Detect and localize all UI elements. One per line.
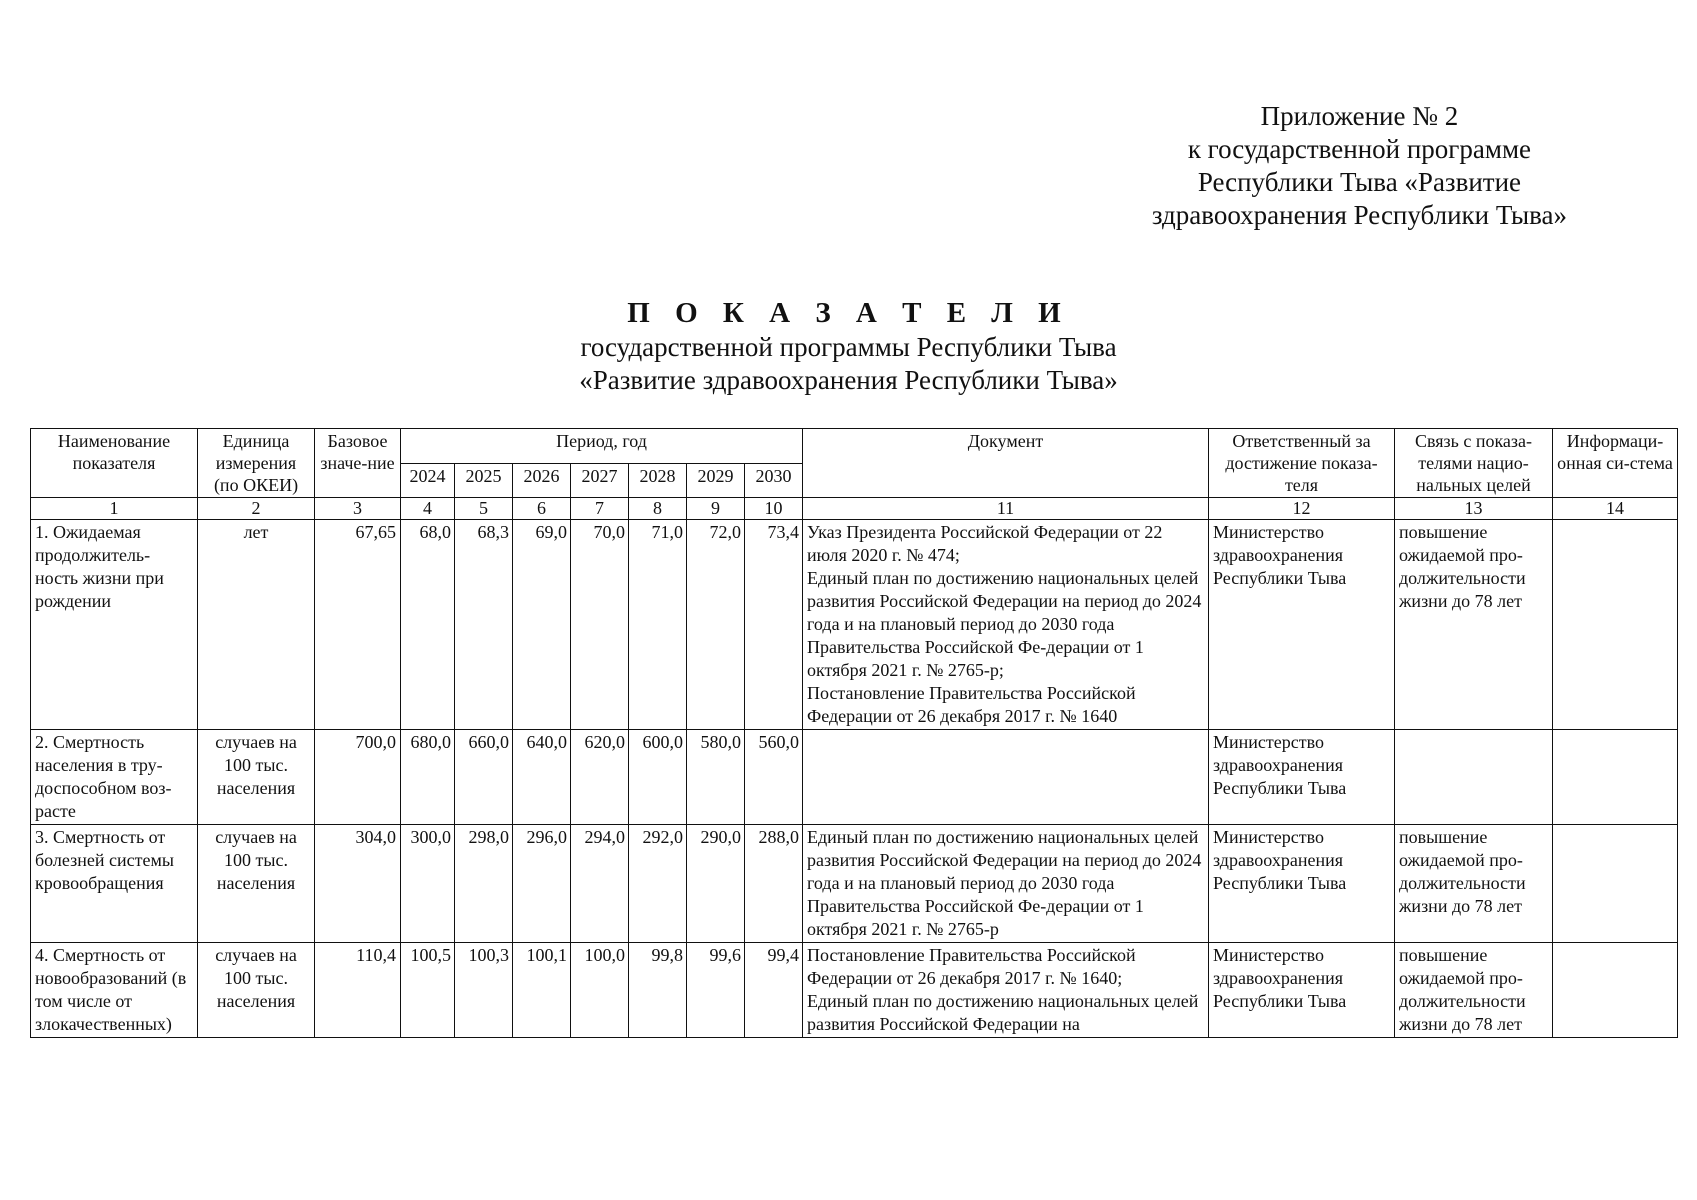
indicators-table xyxy=(30,428,1678,1038)
indicator-info-system xyxy=(1553,520,1678,730)
column-number: 14 xyxy=(1553,498,1678,520)
appendix-line: Приложение № 2 xyxy=(1260,101,1459,131)
indicator-year-value: 288,0 xyxy=(745,825,803,943)
indicator-year-value: 298,0 xyxy=(455,825,513,943)
indicator-document xyxy=(803,730,1209,825)
column-number: 4 xyxy=(401,498,455,520)
indicator-year-value: 580,0 xyxy=(687,730,745,825)
indicator-year-value: 292,0 xyxy=(629,825,687,943)
indicator-responsible: Министерство здравоохранения Республики Тыва xyxy=(1209,943,1395,1038)
indicator-row xyxy=(31,825,1678,943)
appendix-line: Республики Тыва «Развитие xyxy=(1197,167,1522,197)
header-base: Базовое значе-ние xyxy=(315,429,401,498)
header-link: Связь с показа-телями нацио-нальных целей xyxy=(1395,429,1553,498)
indicator-national-goal-link: повышение ожидаемой про-должительности жизни до 78 лет xyxy=(1395,520,1553,730)
indicator-responsible: Министерство здравоохранения Республики Тыва xyxy=(1209,520,1395,730)
indicator-info-system xyxy=(1553,825,1678,943)
column-number: 11 xyxy=(803,498,1209,520)
header-year: 2030 xyxy=(745,463,803,498)
indicator-year-value: 290,0 xyxy=(687,825,745,943)
indicator-base-value: 700,0 xyxy=(315,730,401,825)
column-numbers-row xyxy=(31,498,1678,520)
header-document: Документ xyxy=(803,429,1209,498)
column-number: 10 xyxy=(745,498,803,520)
indicator-base-value: 304,0 xyxy=(315,825,401,943)
indicator-row xyxy=(31,520,1678,730)
indicator-year-value: 600,0 xyxy=(629,730,687,825)
indicator-year-value: 69,0 xyxy=(513,520,571,730)
title-line: «Развитие здравоохранения Республики Тыва» xyxy=(579,365,1118,395)
document-title xyxy=(0,295,1697,397)
indicator-year-value: 71,0 xyxy=(629,520,687,730)
indicator-national-goal-link: повышение ожидаемой про-должительности жизни до 78 лет xyxy=(1395,943,1553,1038)
indicator-document: Единый план по достижению национальных целей развития Российской Федерации на период до 2024 года и на плановый период до 2030 года Правительства Российской Фе-дерации от 1 октября 2021 г. № 2765-р xyxy=(803,825,1209,943)
indicator-year-value: 100,1 xyxy=(513,943,571,1038)
title-line: государственной программы Республики Тыва xyxy=(580,332,1117,362)
indicator-year-value: 640,0 xyxy=(513,730,571,825)
header-year: 2029 xyxy=(687,463,745,498)
column-number: 12 xyxy=(1209,498,1395,520)
column-number: 8 xyxy=(629,498,687,520)
column-number: 3 xyxy=(315,498,401,520)
indicator-year-value: 99,6 xyxy=(687,943,745,1038)
column-number: 13 xyxy=(1395,498,1553,520)
indicator-national-goal-link: повышение ожидаемой про-должительности жизни до 78 лет xyxy=(1395,825,1553,943)
indicator-year-value: 620,0 xyxy=(571,730,629,825)
header-name: Наименование показателя xyxy=(31,429,198,498)
indicator-year-value: 560,0 xyxy=(745,730,803,825)
indicator-year-value: 68,3 xyxy=(455,520,513,730)
indicator-year-value: 296,0 xyxy=(513,825,571,943)
header-info: Информаци-онная си-стема xyxy=(1553,429,1678,498)
indicator-year-value: 294,0 xyxy=(571,825,629,943)
column-number: 5 xyxy=(455,498,513,520)
indicator-responsible: Министерство здравоохранения Республики Тыва xyxy=(1209,730,1395,825)
header-responsible: Ответственный за достижение показа-теля xyxy=(1209,429,1395,498)
indicator-year-value: 70,0 xyxy=(571,520,629,730)
indicator-name: 3. Смертность от болезней системы кровообращения xyxy=(31,825,198,943)
indicator-year-value: 300,0 xyxy=(401,825,455,943)
indicator-base-value: 110,4 xyxy=(315,943,401,1038)
indicator-document: Постановление Правительства Российской Федерации от 26 декабря 2017 г. № 1640; Единый план по достижению национальных целей развития Российской Федерации на xyxy=(803,943,1209,1038)
indicator-row xyxy=(31,730,1678,825)
indicator-year-value: 100,5 xyxy=(401,943,455,1038)
title-heading: П О К А З А Т Е Л И xyxy=(627,297,1070,329)
header-year: 2028 xyxy=(629,463,687,498)
indicator-unit: случаев на 100 тыс. населения xyxy=(198,730,315,825)
column-number: 6 xyxy=(513,498,571,520)
indicator-base-value: 67,65 xyxy=(315,520,401,730)
indicator-name: 4. Смертность от новообразований (в том числе от злокачественных) xyxy=(31,943,198,1038)
appendix-line: к государственной программе xyxy=(1187,134,1532,164)
indicator-responsible: Министерство здравоохранения Республики Тыва xyxy=(1209,825,1395,943)
indicator-year-value: 72,0 xyxy=(687,520,745,730)
indicator-row xyxy=(31,943,1678,1038)
header-row xyxy=(31,429,1678,464)
indicator-year-value: 680,0 xyxy=(401,730,455,825)
column-number: 9 xyxy=(687,498,745,520)
header-unit: Единица измерения (по ОКЕИ) xyxy=(198,429,315,498)
indicator-year-value: 99,8 xyxy=(629,943,687,1038)
header-year: 2027 xyxy=(571,463,629,498)
indicator-unit: случаев на 100 тыс. населения xyxy=(198,943,315,1038)
header-year: 2025 xyxy=(455,463,513,498)
table-body xyxy=(31,520,1678,1038)
header-year: 2024 xyxy=(401,463,455,498)
indicator-name: 2. Смертность населения в тру-доспособном воз-расте xyxy=(31,730,198,825)
header-period: Период, год xyxy=(401,429,803,464)
indicator-document: Указ Президента Российской Федерации от 22 июля 2020 г. № 474; Единый план по достижению национальных целей развития Российской Федерации на период до 2024 года и на плановый период до 2030 года Правительства Российской Фе-дерации от 1 октября 2021 г. № 2765-р; Постановление Правительства Российской Федерации от 26 декабря 2017 г. № 1640 xyxy=(803,520,1209,730)
indicator-unit: лет xyxy=(198,520,315,730)
indicator-year-value: 100,0 xyxy=(571,943,629,1038)
column-number: 1 xyxy=(31,498,198,520)
appendix-note xyxy=(1152,100,1567,232)
indicator-national-goal-link xyxy=(1395,730,1553,825)
indicator-year-value: 99,4 xyxy=(745,943,803,1038)
indicator-info-system xyxy=(1553,730,1678,825)
column-number: 2 xyxy=(198,498,315,520)
indicator-unit: случаев на 100 тыс. населения xyxy=(198,825,315,943)
indicator-year-value: 73,4 xyxy=(745,520,803,730)
indicator-year-value: 100,3 xyxy=(455,943,513,1038)
header-year: 2026 xyxy=(513,463,571,498)
indicator-year-value: 660,0 xyxy=(455,730,513,825)
indicator-name: 1. Ожидаемая продолжитель-ность жизни при рождении xyxy=(31,520,198,730)
appendix-line: здравоохранения Республики Тыва» xyxy=(1151,200,1567,230)
column-number: 7 xyxy=(571,498,629,520)
indicator-year-value: 68,0 xyxy=(401,520,455,730)
indicator-info-system xyxy=(1553,943,1678,1038)
